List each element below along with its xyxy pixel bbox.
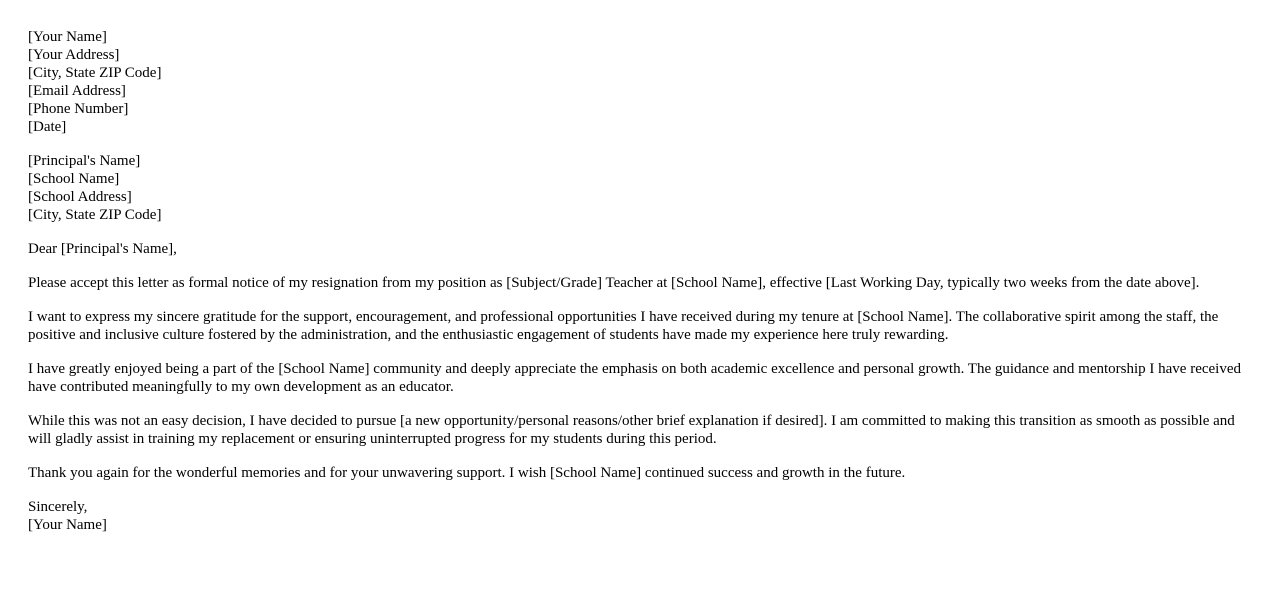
sender-address: [Your Address]	[28, 47, 120, 63]
body-paragraph: I have greatly enjoyed being a part of the [School Name] community and deeply appreciate the emphasis on both academic excellence and personal growth. The guidance and mentorship I have received have contributed meaningfully to my own development as an educator.	[28, 361, 1242, 395]
sender-city-state-zip: [City, State ZIP Code]	[28, 65, 162, 81]
body-paragraph: Thank you again for the wonderful memories and for your unwavering support. I wish [School Name] continued success and growth in the future.	[28, 465, 906, 481]
recipient-block	[28, 152, 1242, 224]
recipient-school: [School Name]	[28, 171, 120, 187]
sender-block	[28, 28, 1242, 136]
recipient-city-state-zip: [City, State ZIP Code]	[28, 207, 162, 223]
body-paragraph: While this was not an easy decision, I have decided to pursue [a new opportunity/personal reasons/other brief explanation if desired]. I am committed to making this transition as smooth as possible and will gladly assist in training my replacement or ensuring uninterrupted progress for my students during this period.	[28, 413, 1235, 447]
body-paragraph: I want to express my sincere gratitude for the support, encouragement, and professional opportunities I have received during my tenure at [School Name]. The collaborative spirit among the staff, the positive and inclusive culture fostered by the administration, and the enthusiastic engagement of students have made my experience here truly rewarding.	[28, 309, 1219, 343]
letter-date: [Date]	[28, 119, 67, 135]
body-paragraph: Please accept this letter as formal notice of my resignation from my position as [Subject/Grade] Teacher at [School Name], effective [Last Working Day, typically two weeks from the date above].	[28, 275, 1200, 291]
sender-name: [Your Name]	[28, 29, 107, 45]
sender-phone: [Phone Number]	[28, 101, 129, 117]
signature-name: [Your Name]	[28, 517, 107, 533]
valediction: Sincerely,	[28, 499, 88, 515]
resignation-letter	[28, 28, 1242, 550]
recipient-name: [Principal's Name]	[28, 153, 141, 169]
salutation: Dear [Principal's Name],	[28, 241, 177, 257]
sender-email: [Email Address]	[28, 83, 126, 99]
recipient-address: [School Address]	[28, 189, 132, 205]
closing-block	[28, 498, 1242, 534]
